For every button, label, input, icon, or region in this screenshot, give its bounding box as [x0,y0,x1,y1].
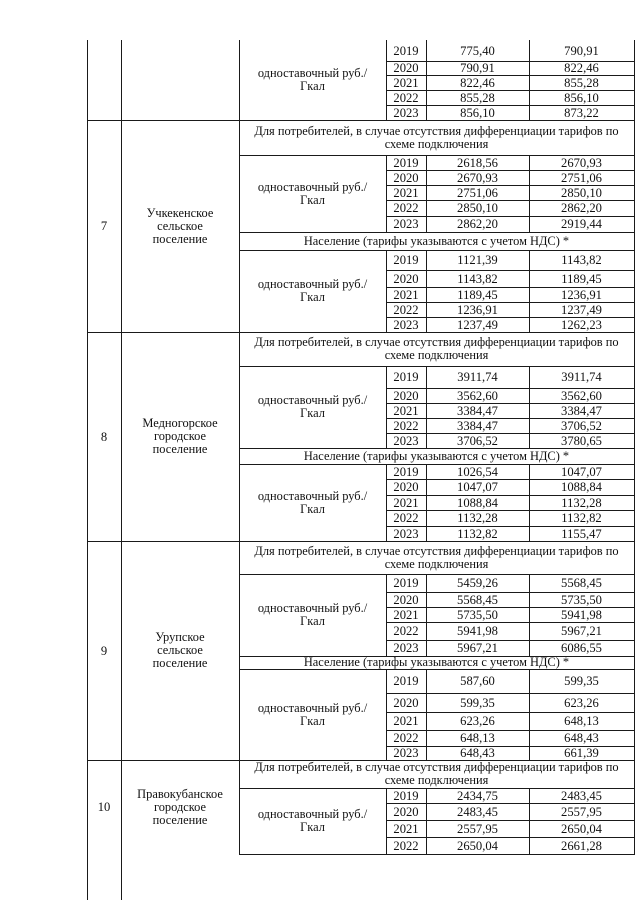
grid-line-v [634,788,635,854]
tariff-to-cell: 2751,06 [561,170,602,185]
group-header: Для потребителей, в случае отсутствия дифференциации тарифов по схеме подключения [254,543,619,571]
settlement-name: Учкекенское сельское поселение [146,205,214,246]
tariff-from-cell: 5459,26 [457,576,498,590]
year-cell: 2019 [393,464,419,479]
grid-line-v [634,464,635,541]
tariff-from-cell: 1132,82 [457,526,498,541]
year-cell: 2022 [393,731,419,745]
tariff-to-cell: 623,26 [564,695,599,710]
tariff-to-cell: 856,10 [564,90,599,105]
tariff-from-cell: 1132,28 [457,511,498,525]
year-cell: 2021 [393,714,419,728]
tariff-from-cell: 1026,54 [457,464,498,479]
tariff-from-cell: 3384,47 [457,403,498,418]
tariff-to-cell: 5568,45 [561,576,602,590]
year-cell: 2020 [393,170,419,185]
tariff-to-cell: 6086,55 [561,641,602,655]
tariff-from-cell: 587,60 [460,674,495,688]
year-cell: 2022 [393,90,419,105]
year-cell: 2022 [393,418,419,433]
grid-line-v [634,120,635,155]
year-cell: 2019 [393,253,419,267]
group-header: Для потребителей, в случае отсутствия дифференциации тарифов по схеме подключения [254,123,619,151]
tariff-to-cell: 2557,95 [561,804,602,819]
tariff-type-label: одноставочный руб./Гкал [257,700,368,728]
year-cell: 2020 [393,695,419,710]
tariff-to-cell: 2670,93 [561,155,602,170]
tariff-to-cell: 2919,44 [561,217,602,231]
tariff-from-cell: 1237,49 [457,317,498,332]
tariff-to-cell: 1132,82 [561,511,602,525]
tariff-to-cell: 3384,47 [561,403,602,418]
tariff-from-cell: 3706,52 [457,433,498,448]
tariff-to-cell: 2850,10 [561,185,602,200]
grid-line-v [239,448,240,464]
tariff-to-cell: 5735,50 [561,592,602,607]
tariff-from-cell: 623,26 [460,714,495,728]
tariff-from-cell: 1236,91 [457,302,498,317]
settlement-name [121,40,239,120]
year-cell: 2020 [393,388,419,403]
grid-line-v [239,232,240,250]
tariff-type-label: одноставочный руб./Гкал [257,393,368,420]
grid-line-v [634,760,635,788]
tariff-to-cell: 1237,49 [561,302,602,317]
year-cell: 2023 [393,217,419,231]
tariff-type-label: одноставочный руб./Гкал [257,601,368,628]
year-cell: 2020 [393,480,419,494]
year-cell: 2019 [393,576,419,590]
tariff-to-cell: 5941,98 [561,607,602,622]
tariff-from-cell: 2557,95 [457,821,498,836]
year-cell: 2019 [393,674,419,688]
grid-line-v [634,448,635,464]
year-cell: 2022 [393,838,419,853]
tariff-from-cell: 5941,98 [457,624,498,638]
tariff-from-cell: 599,35 [460,695,495,710]
tariff-to-cell: 599,35 [564,674,599,688]
settlement-name: Правокубанское городское поселение [137,786,223,827]
tariff-from-cell: 2850,10 [457,201,498,215]
tariff-to-cell: 873,22 [564,105,599,120]
year-cell: 2019 [393,788,419,803]
tariff-to-cell: 2862,20 [561,201,602,215]
tariff-to-cell: 2650,04 [561,821,602,836]
tariff-from-cell: 855,28 [460,90,495,105]
tariff-type-label: одноставочный руб./Гкал [257,179,368,207]
tariff-from-cell: 648,13 [460,731,495,745]
year-cell: 2022 [393,624,419,638]
tariff-to-cell: 1236,91 [561,287,602,302]
grid-line-v [239,760,240,788]
grid-line-v [634,574,635,656]
grid-line-v [634,250,635,332]
tariff-to-cell: 1262,23 [561,317,602,332]
tariff-from-cell: 3911,74 [457,370,498,384]
group-header: Население (тарифы указываются с учетом НДС) * [303,233,570,248]
year-cell: 2022 [393,511,419,525]
tariff-from-cell: 2670,93 [457,170,498,185]
year-cell: 2020 [393,61,419,75]
row-number: 10 [97,800,111,814]
year-cell: 2022 [393,201,419,215]
tariff-from-cell: 2618,56 [457,155,498,170]
tariff-type-label: одноставочный руб./Гкал [257,66,368,93]
year-cell: 2023 [393,317,419,332]
tariff-from-cell: 3384,47 [457,418,498,433]
tariff-to-cell: 1047,07 [561,464,602,479]
group-header: Население (тарифы указываются с учетом НДС) * [303,448,570,463]
row-number [87,40,121,120]
tariff-to-cell: 3780,65 [561,433,602,448]
tariff-from-cell: 3562,60 [457,388,498,403]
group-header: Население (тарифы указываются с учетом НДС) * [303,655,570,669]
grid-line-v [634,656,635,669]
settlement-name: Урупское сельское поселение [152,630,208,670]
year-cell: 2020 [393,592,419,607]
grid-line-v [634,40,635,120]
row-number: 7 [100,219,108,233]
year-cell: 2023 [393,433,419,448]
grid-line-v [634,155,635,232]
tariff-from-cell: 856,10 [460,105,495,120]
tariff-from-cell: 775,40 [460,43,495,58]
tariff-to-cell: 1088,84 [561,480,602,494]
grid-line-v [634,366,635,448]
year-cell: 2019 [393,155,419,170]
tariff-to-cell: 5967,21 [561,624,602,638]
tariff-from-cell: 2483,45 [457,804,498,819]
tariff-from-cell: 1047,07 [457,480,498,494]
grid-line-v [239,120,240,155]
group-header: Для потребителей, в случае отсутствия дифференциации тарифов по схеме подключения [254,760,619,787]
tariff-to-cell: 822,46 [564,61,599,75]
tariff-from-cell: 2434,75 [457,788,498,803]
tariff-to-cell: 1189,45 [561,271,602,286]
tariff-type-label: одноставочный руб./Гкал [257,488,368,516]
year-cell: 2020 [393,804,419,819]
grid-line-v [239,541,240,574]
year-cell: 2023 [393,105,419,120]
tariff-to-cell: 855,28 [564,75,599,90]
tariff-from-cell: 1189,45 [457,287,498,302]
tariff-to-cell: 3706,52 [561,418,602,433]
tariff-from-cell: 5568,45 [457,592,498,607]
tariff-to-cell: 1155,47 [561,526,602,541]
grid-line-v [239,332,240,366]
tariff-type-label: одноставочный руб./Гкал [257,277,368,304]
settlement-name: Медногорское городское поселение [142,416,218,456]
tariff-from-cell: 5967,21 [457,641,498,655]
tariff-from-cell: 2862,20 [457,217,498,231]
tariff-to-cell: 648,43 [564,731,599,745]
year-cell: 2019 [393,43,419,58]
tariff-to-cell: 661,39 [564,746,599,760]
year-cell: 2021 [393,607,419,622]
tariff-to-cell: 790,91 [564,43,599,58]
year-cell: 2021 [393,185,419,200]
row-number: 9 [100,643,108,658]
tariff-from-cell: 790,91 [460,61,495,75]
tariff-from-cell: 2751,06 [457,185,498,200]
grid-line-v [634,541,635,574]
year-cell: 2021 [393,495,419,510]
tariff-from-cell: 5735,50 [457,607,498,622]
row-number: 8 [100,429,108,444]
tariff-to-cell: 2661,28 [561,838,602,853]
tariff-to-cell: 648,13 [564,714,599,728]
year-cell: 2023 [393,746,419,760]
year-cell: 2019 [393,370,419,384]
group-header: Для потребителей, в случае отсутствия дифференциации тарифов по схеме подключения [254,335,619,362]
tariff-from-cell: 1121,39 [457,253,498,267]
tariff-from-cell: 648,43 [460,746,495,760]
year-cell: 2021 [393,821,419,836]
tariff-to-cell: 2483,45 [561,788,602,803]
grid-line-v [634,332,635,366]
tariff-to-cell: 1132,28 [561,495,602,510]
grid-line-v [239,656,240,669]
grid-line-v [634,232,635,250]
year-cell: 2023 [393,641,419,655]
year-cell: 2020 [393,271,419,286]
tariff-to-cell: 3562,60 [561,388,602,403]
tariff-type-label: одноставочный руб./Гкал [257,807,368,834]
year-cell: 2021 [393,287,419,302]
grid-line-h [239,854,635,855]
year-cell: 2023 [393,526,419,541]
year-cell: 2021 [393,75,419,90]
year-cell: 2022 [393,302,419,317]
tariff-from-cell: 2650,04 [457,838,498,853]
tariff-from-cell: 1088,84 [457,495,498,510]
tariff-to-cell: 1143,82 [561,253,602,267]
tariff-from-cell: 822,46 [460,75,495,90]
tariff-from-cell: 1143,82 [457,271,498,286]
tariff-to-cell: 3911,74 [561,370,602,384]
year-cell: 2021 [393,403,419,418]
